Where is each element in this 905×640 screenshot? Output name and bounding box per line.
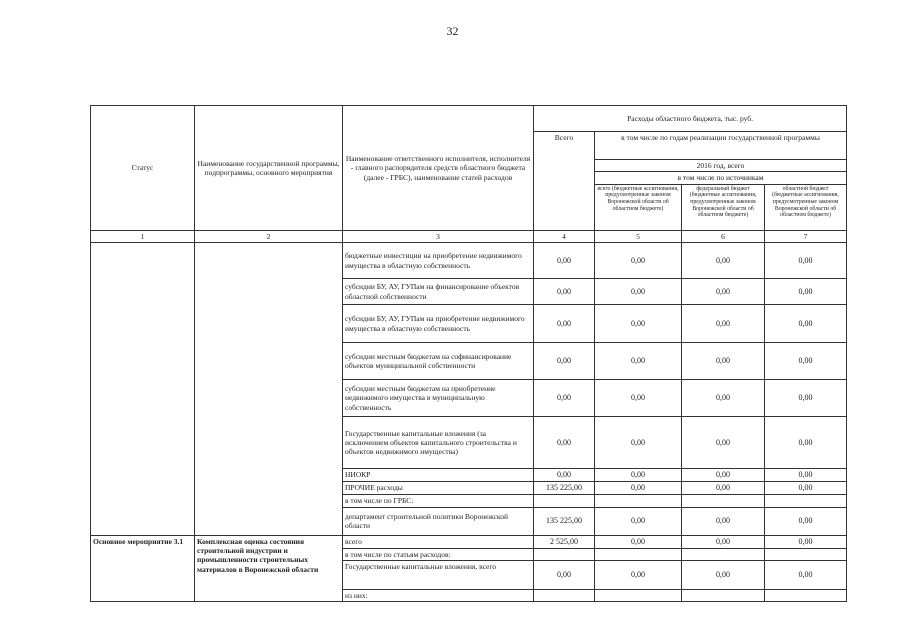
row-value-federal: 0,00	[682, 535, 765, 548]
row-value-all: 0,00	[595, 482, 682, 495]
row-value-federal: 0,00	[682, 507, 765, 535]
row-value-regional: 0,00	[765, 243, 847, 279]
row-value-federal: 0,00	[682, 380, 765, 417]
row-value-total: 0,00	[534, 243, 595, 279]
row-value-total: 135 225,00	[534, 482, 595, 495]
section-status: Основное мероприятие 3.1	[91, 535, 195, 602]
row-name: в том числе по статьям расходов:	[343, 548, 534, 560]
row-value-regional	[765, 495, 847, 507]
col-num: 1	[91, 230, 195, 242]
row-value-regional: 0,00	[765, 535, 847, 548]
row-value-all: 0,00	[595, 343, 682, 380]
table-row	[91, 535, 847, 548]
row-value-regional	[765, 589, 847, 601]
row-value-all: 0,00	[595, 535, 682, 548]
row-name: НИОКР	[343, 469, 534, 482]
row-value-federal: 0,00	[682, 243, 765, 279]
program-cell-empty	[195, 243, 343, 535]
header-executor: Наименование ответственного исполнителя, исполнителя - главного распорядителя средств областного бюджета (далее - ГРБС), наименование статей расходов	[343, 106, 534, 231]
page-number: 32	[446, 24, 459, 38]
status-cell-empty	[91, 243, 195, 535]
header-src-federal: федеральный бюджет (бюджетные ассигнования, предусмотренные законом Воронежской области об областном бюджете)	[682, 184, 765, 230]
header-program-name: Наименование государственной программы, подпрограммы, основного мероприятия	[195, 106, 343, 231]
header-by-years: в том числе по годам реализации государственной программы	[595, 132, 847, 160]
row-value-all: 0,00	[595, 380, 682, 417]
row-value-regional: 0,00	[765, 380, 847, 417]
column-numbers-row	[91, 230, 847, 242]
row-value-federal	[682, 589, 765, 601]
row-value-all: 0,00	[595, 469, 682, 482]
col-num: 2	[195, 230, 343, 242]
row-value-total	[534, 548, 595, 560]
row-value-all: 0,00	[595, 417, 682, 469]
table-row	[91, 243, 847, 279]
row-value-federal	[682, 495, 765, 507]
row-value-federal: 0,00	[682, 343, 765, 380]
row-value-total: 0,00	[534, 380, 595, 417]
header-src-regional: областной бюджет (бюджетные ассигнования, предусмотренные законом Воронежской области об областном бюджете)	[765, 184, 847, 230]
row-value-federal: 0,00	[682, 417, 765, 469]
col-num: 5	[595, 230, 682, 242]
row-value-total	[534, 495, 595, 507]
row-value-all: 0,00	[595, 279, 682, 305]
row-value-all: 0,00	[595, 560, 682, 589]
row-name: бюджетные инвестиции на приобретение недвижимого имущества в областную собственность	[343, 243, 534, 279]
row-value-federal: 0,00	[682, 305, 765, 343]
row-value-federal: 0,00	[682, 469, 765, 482]
row-name: всего	[343, 535, 534, 548]
header-src-all: всего (бюджетные ассигнования, предусмотренные законом Воронежской области об областном бюджете)	[595, 184, 682, 230]
row-name: Государственные капитальные вложения, всего	[343, 560, 534, 589]
row-name: субсидии местным бюджетам на софинансирование объектов муниципальной собственности	[343, 343, 534, 380]
row-value-all	[595, 589, 682, 601]
row-value-federal: 0,00	[682, 482, 765, 495]
row-value-federal: 0,00	[682, 279, 765, 305]
header-year-total: 2016 год, всего	[595, 160, 847, 172]
col-num: 7	[765, 230, 847, 242]
row-name: субсидии БУ, АУ, ГУПам на приобретение недвижимого имущества в областную собственность	[343, 305, 534, 343]
row-value-regional: 0,00	[765, 482, 847, 495]
row-name: ПРОЧИЕ расходы	[343, 482, 534, 495]
header-by-sources: в том числе по источникам	[595, 172, 847, 184]
row-value-federal	[682, 548, 765, 560]
row-value-total: 135 225,00	[534, 507, 595, 535]
row-name: в том числе по ГРБС:	[343, 495, 534, 507]
row-value-total: 0,00	[534, 417, 595, 469]
row-value-regional: 0,00	[765, 417, 847, 469]
row-value-regional: 0,00	[765, 507, 847, 535]
row-value-all	[595, 548, 682, 560]
header-status: Статус	[91, 106, 195, 231]
row-value-total: 0,00	[534, 560, 595, 589]
row-value-total: 0,00	[534, 343, 595, 380]
row-value-regional: 0,00	[765, 560, 847, 589]
header-expenses: Расходы областного бюджета, тыс. руб.	[534, 106, 847, 132]
row-value-total: 0,00	[534, 305, 595, 343]
row-value-regional: 0,00	[765, 305, 847, 343]
row-name: департамент строительной политики Воронежской области	[343, 507, 534, 535]
col-num: 4	[534, 230, 595, 242]
row-value-all: 0,00	[595, 507, 682, 535]
row-value-all: 0,00	[595, 305, 682, 343]
row-name: субсидии местным бюджетам на приобретение недвижимого имущества в муниципальную собственность	[343, 380, 534, 417]
row-value-federal: 0,00	[682, 560, 765, 589]
row-value-all	[595, 495, 682, 507]
row-value-regional: 0,00	[765, 343, 847, 380]
row-value-regional	[765, 548, 847, 560]
row-name: Государственные капитальные вложения (за исключением объектов капитального строительства и объектов недвижимого имущества)	[343, 417, 534, 469]
row-value-regional: 0,00	[765, 279, 847, 305]
row-name: субсидии БУ, АУ, ГУПам на финансирование объектов областной собственности	[343, 279, 534, 305]
row-value-total: 0,00	[534, 279, 595, 305]
row-name: из них:	[343, 589, 534, 601]
row-value-total	[534, 589, 595, 601]
col-num: 3	[343, 230, 534, 242]
row-value-regional: 0,00	[765, 469, 847, 482]
section-name: Комплексная оценка состояния строительной индустрии и промышленности строительных материалов в Воронежской области	[195, 535, 343, 602]
budget-table	[90, 105, 847, 602]
row-value-total: 2 525,00	[534, 535, 595, 548]
col-num: 6	[682, 230, 765, 242]
row-value-all: 0,00	[595, 243, 682, 279]
row-value-total: 0,00	[534, 469, 595, 482]
header-total: Всего	[534, 132, 595, 231]
